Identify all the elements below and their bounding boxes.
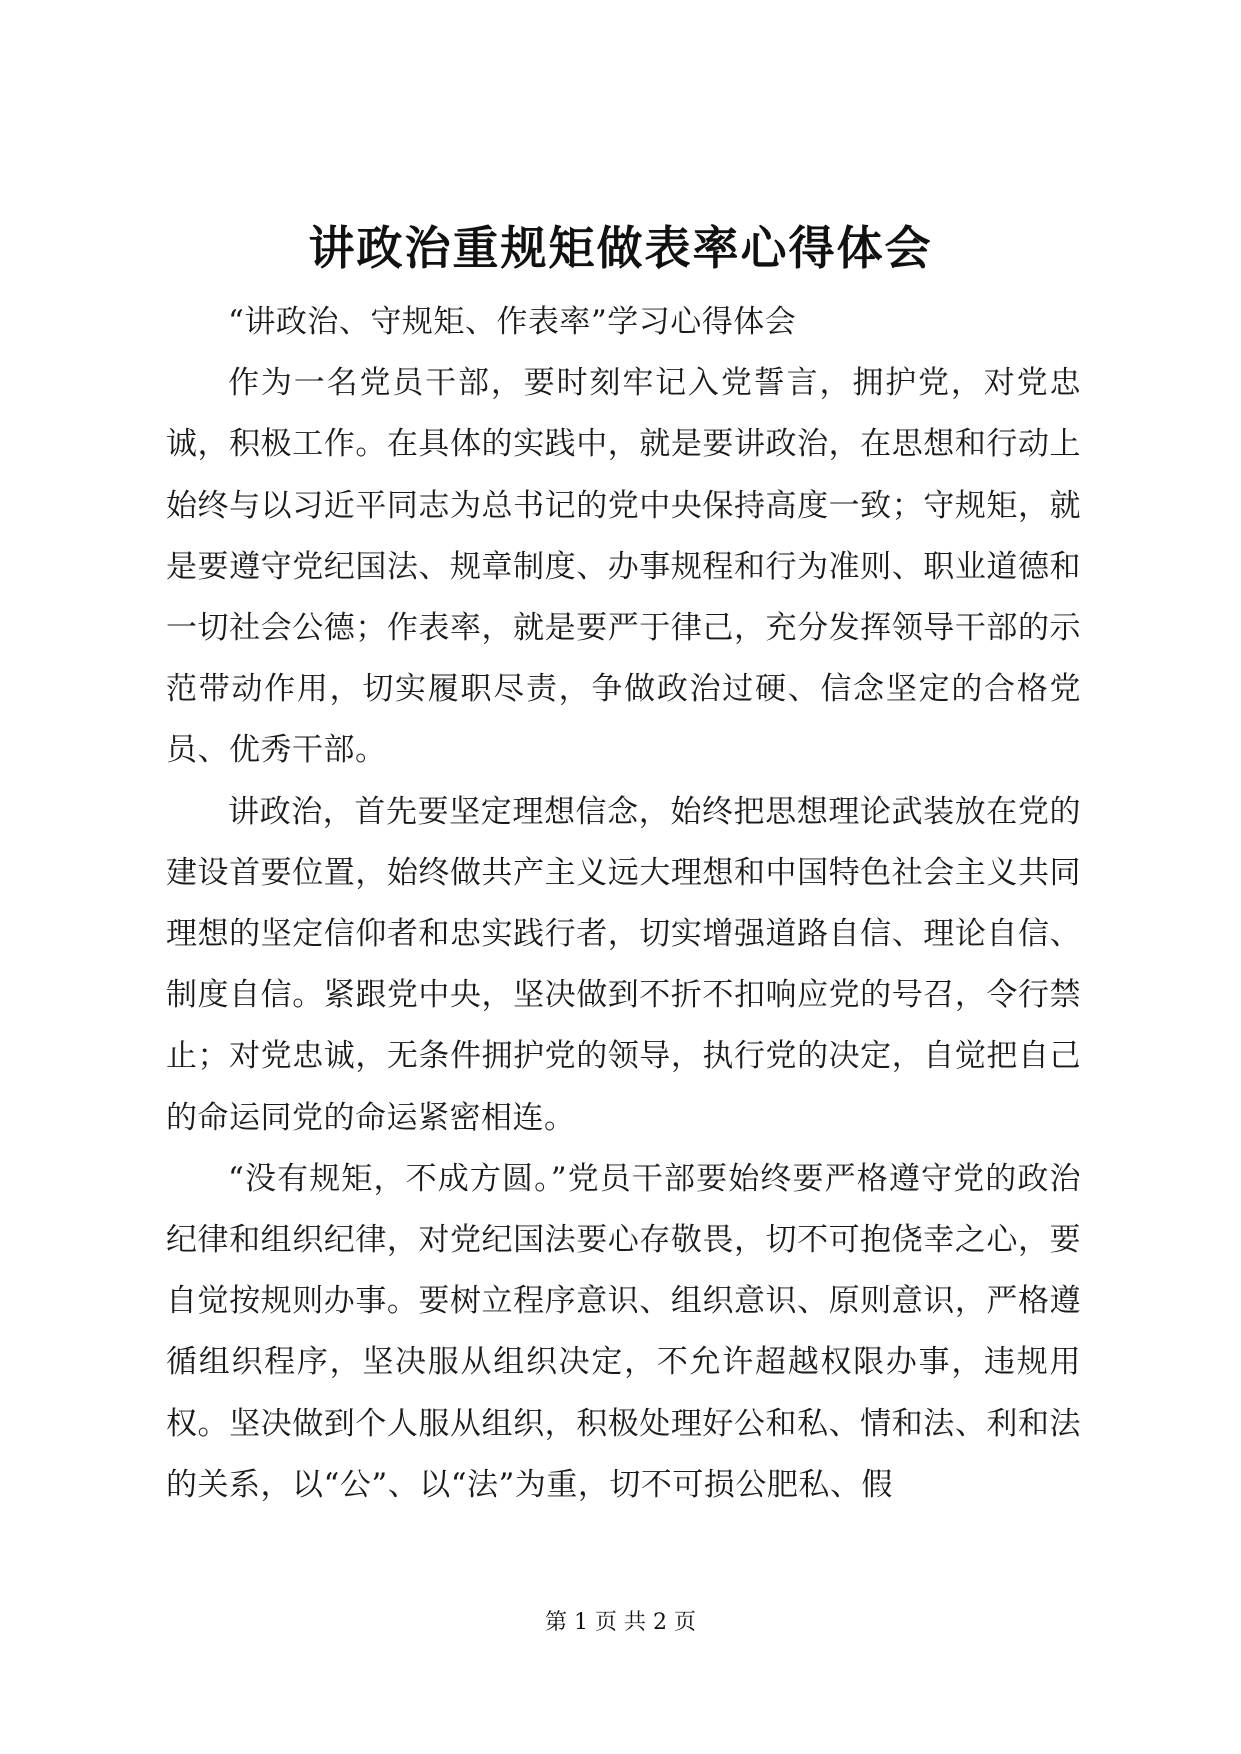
document-title: 讲政治重规矩做表率心得体会 xyxy=(308,221,933,275)
document-body xyxy=(166,292,1081,1516)
body-paragraph: “没有规矩，不成方圆。”党员干部要始终要严格遵守党的政治纪律和组织纪律，对党纪国法要心存敬畏，切不可抱侥幸之心，要自觉按规则办事。要树立程序意识、组织意识、原则意识，严格遵循组织程序，坚决服从组织决定，不允许超越权限办事，违规用权。坚决做到个人服从组织，积极处理好公和私、情和法、利和法的关系，以“公”、以“法”为重，切不可损公肥私、假 xyxy=(166,1160,1081,1503)
subtitle-paragraph: “讲政治、守规矩、作表率”学习心得体会 xyxy=(228,304,797,340)
page-footer: 第 1 页 共 2 页 xyxy=(545,1610,696,1635)
body-paragraph: 讲政治，首先要坚定理想信念，始终把思想理论武装放在党的建设首要位置，始终做共产主义远大理想和中国特色社会主义共同理想的坚定信仰者和忠实践行者，切实增强道路自信、理论自信、制度自信。紧跟党中央，坚决做到不折不扣响应党的号召，令行禁止；对党忠诚，无条件拥护党的领导，执行党的决定，自觉把自己的命运同党的命运紧密相连。 xyxy=(166,793,1081,1136)
body-paragraph: 作为一名党员干部，要时刻牢记入党誓言，拥护党，对党忠诚，积极工作。在具体的实践中，就是要讲政治，在思想和行动上始终与以习近平同志为总书记的党中央保持高度一致；守规矩，就是要遵守党纪国法、规章制度、办事规程和行为准则、职业道德和一切社会公德；作表率，就是要严于律己，充分发挥领导干部的示范带动作用，切实履职尽责，争做政治过硬、信念坚定的合格党员、优秀干部。 xyxy=(166,365,1081,769)
